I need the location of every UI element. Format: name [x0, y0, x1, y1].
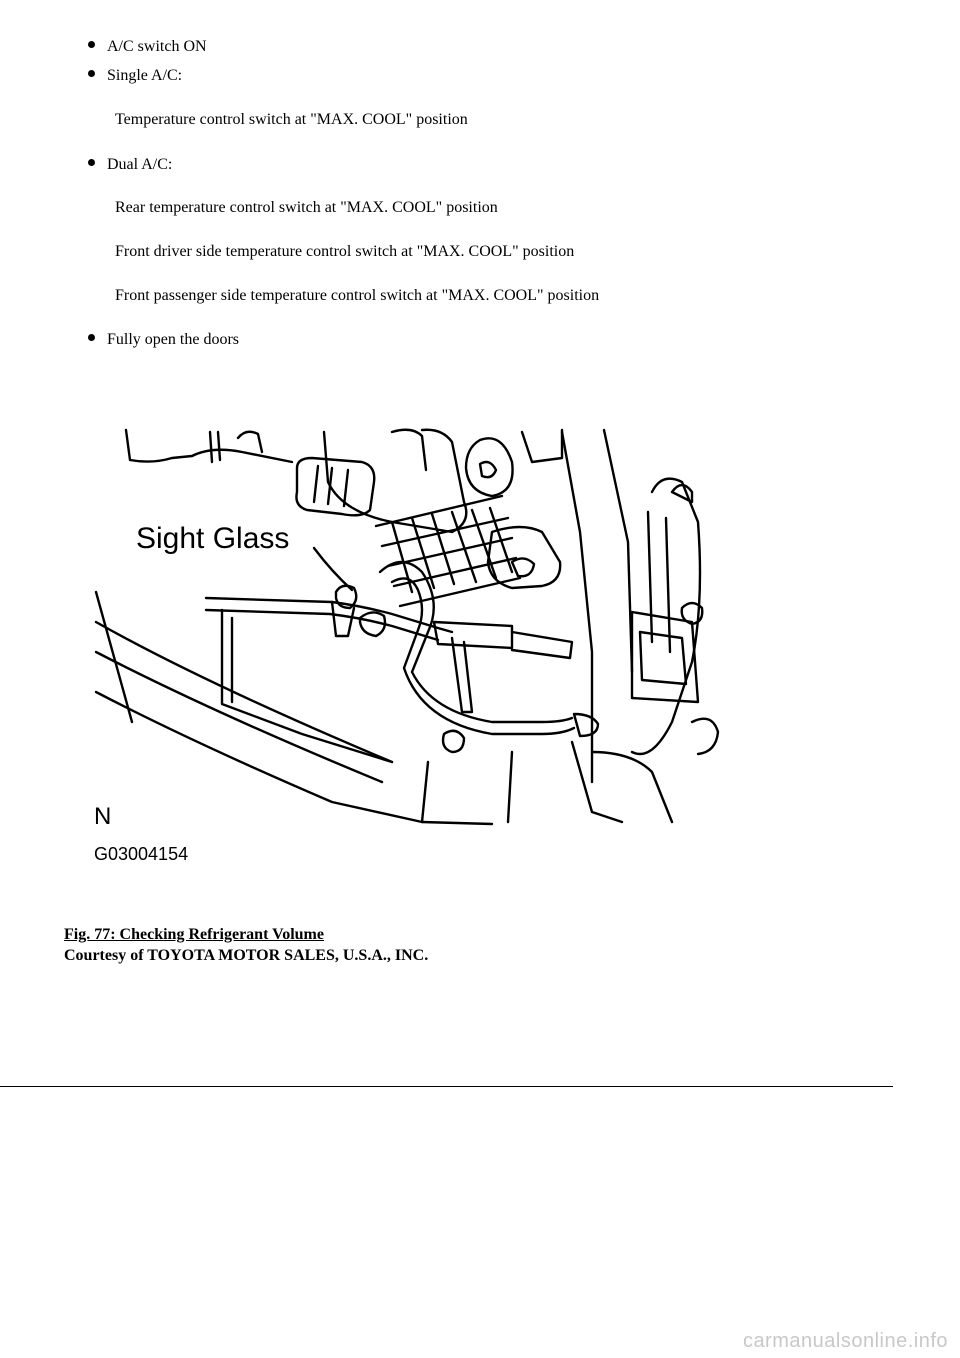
- horizontal-divider: [0, 1086, 893, 1087]
- figure-code: G03004154: [94, 844, 189, 864]
- bullet-dot-icon: [88, 334, 95, 341]
- bullet-item: [88, 37, 207, 57]
- bullet-text: Fully open the doors: [107, 331, 239, 348]
- sub-paragraph: Temperature control switch at "MAX. COOL" position: [115, 111, 468, 128]
- refrigerant-sight-glass-illustration: [92, 422, 720, 870]
- figure-caption-title[interactable]: Fig. 77: Checking Refrigerant Volume: [64, 926, 324, 943]
- sub-paragraph: Front passenger side temperature control switch at "MAX. COOL" position: [115, 287, 600, 304]
- bullet-dot-icon: [88, 159, 95, 166]
- bullet-dot-icon: [88, 41, 95, 48]
- bullet-item: [88, 155, 172, 175]
- sight-glass-callout: Sight Glass: [136, 522, 290, 555]
- bullet-text: Dual A/C:: [107, 156, 173, 173]
- figure-caption-credit: Courtesy of TOYOTA MOTOR SALES, U.S.A., INC.: [64, 947, 429, 964]
- sub-paragraph: Rear temperature control switch at "MAX. COOL" position: [115, 199, 498, 216]
- bullet-dot-icon: [88, 70, 95, 77]
- bullet-text: A/C switch ON: [107, 38, 207, 55]
- figure-corner-mark: N: [94, 803, 112, 830]
- bullet-item: [88, 330, 239, 350]
- sub-paragraph: Front driver side temperature control switch at "MAX. COOL" position: [115, 243, 575, 260]
- site-watermark: carmanualsonline.info: [742, 1330, 948, 1352]
- bullet-item: [88, 66, 182, 86]
- bullet-text: Single A/C:: [107, 67, 183, 84]
